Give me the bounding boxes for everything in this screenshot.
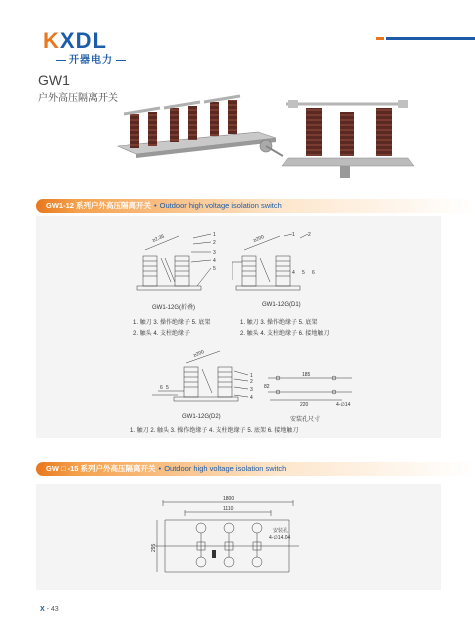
svg-text:295: 295 <box>151 543 157 552</box>
diagram-gw-15-top-view <box>145 492 305 584</box>
svg-text:5: 5 <box>166 385 169 391</box>
svg-text:220: 220 <box>300 402 309 408</box>
svg-text:3: 3 <box>250 387 253 393</box>
svg-text:4: 4 <box>213 258 216 264</box>
svg-text:4: 4 <box>292 270 295 276</box>
diagram-mounting-holes <box>262 368 362 408</box>
page-number: X - 43 <box>40 606 59 613</box>
svg-text:2: 2 <box>213 240 216 246</box>
section-gw1-12-title-cn: GW1-12 系列户外高压隔离开关 <box>46 201 152 210</box>
diagram-gw1-12g-folded <box>135 230 225 296</box>
product-photos <box>108 94 448 184</box>
svg-text:4-∅14: 4-∅14 <box>336 402 351 408</box>
section-gw-15-title-cn: GW □ -15 系列户外高压隔离开关 <box>46 464 156 473</box>
product-model: GW1 <box>38 72 70 88</box>
diagram-mounting-holes-caption: 安装孔尺寸 <box>290 417 321 423</box>
diagram-gw1-12g-d2-caption: GW1-12G(D2) <box>182 414 221 420</box>
svg-text:≥200: ≥200 <box>252 234 266 244</box>
photo-single-pole-switch <box>282 100 414 178</box>
svg-text:2: 2 <box>308 232 311 238</box>
svg-text:3: 3 <box>213 250 216 256</box>
photo-three-pole-switch <box>118 96 283 158</box>
svg-text:6: 6 <box>160 385 163 391</box>
svg-text:1: 1 <box>250 373 253 379</box>
section-gw-15-title-en: Outdoor high voltage isolation switch <box>164 464 287 473</box>
svg-text:2: 2 <box>250 379 253 385</box>
header-accent-blue <box>386 37 475 40</box>
brand-logo-subtitle: 开器电力 <box>53 51 129 66</box>
diagram-gw1-12g-d1 <box>232 230 322 296</box>
svg-text:6: 6 <box>312 270 315 276</box>
diagram-gw1-12g-d1-legend-1: 1. 触刀 3. 操作绝缘子 5. 底架 <box>240 320 318 326</box>
svg-text:82: 82 <box>264 384 270 390</box>
svg-text:5: 5 <box>213 266 216 272</box>
diagram-gw1-12g-d1-caption: GW1-12G(D1) <box>262 302 301 308</box>
diagram-gw1-12g-folded-caption: GW1-12G(折叠) <box>152 305 196 311</box>
svg-text:1: 1 <box>292 232 295 238</box>
brand-logo: KXDL <box>43 28 107 53</box>
svg-text:1110: 1110 <box>223 506 234 512</box>
svg-text:1800: 1800 <box>223 496 235 502</box>
section-gw1-12-header: GW1-12 系列户外高压隔离开关 • Outdoor high voltage isolation switch <box>36 199 475 213</box>
section-gw1-12-title-en: Outdoor high voltage isolation switch <box>159 201 282 210</box>
svg-text:安装孔: 安装孔 <box>273 528 289 534</box>
header-accent-orange <box>376 37 384 40</box>
diagram-gw1-12g-d1-legend-2: 2. 触头 4. 支柱绝缘子 6. 接地触刀 <box>240 331 330 337</box>
diagram-gw1-12g-folded-legend-2: 2. 触头 4. 支柱绝缘子 <box>133 331 191 337</box>
svg-text:185: 185 <box>302 372 311 378</box>
diagram-gw1-12g-folded-legend-1: 1. 触刀 3. 操作绝缘子 5. 底架 <box>133 320 211 326</box>
diagram-gw1-12g-d2-legend: 1. 触刀 2. 触头 3. 操作绝缘子 4. 支柱绝缘子 5. 底架 6. 接地触刀 <box>130 428 299 434</box>
diagram-gw1-12g-d2 <box>150 345 260 411</box>
svg-text:≥200: ≥200 <box>192 349 206 359</box>
product-subtitle: 户外高压隔离开关 <box>38 93 118 104</box>
svg-text:5: 5 <box>302 270 305 276</box>
svg-text:4: 4 <box>250 395 253 401</box>
section-gw-15-header: GW □ -15 系列户外高压隔离开关 • Outdoor high voltage isolation switch <box>36 462 475 476</box>
svg-text:1: 1 <box>213 232 216 238</box>
svg-text:4-∅14.04: 4-∅14.04 <box>269 535 291 541</box>
svg-text:≥2,35: ≥2,35 <box>151 233 166 244</box>
